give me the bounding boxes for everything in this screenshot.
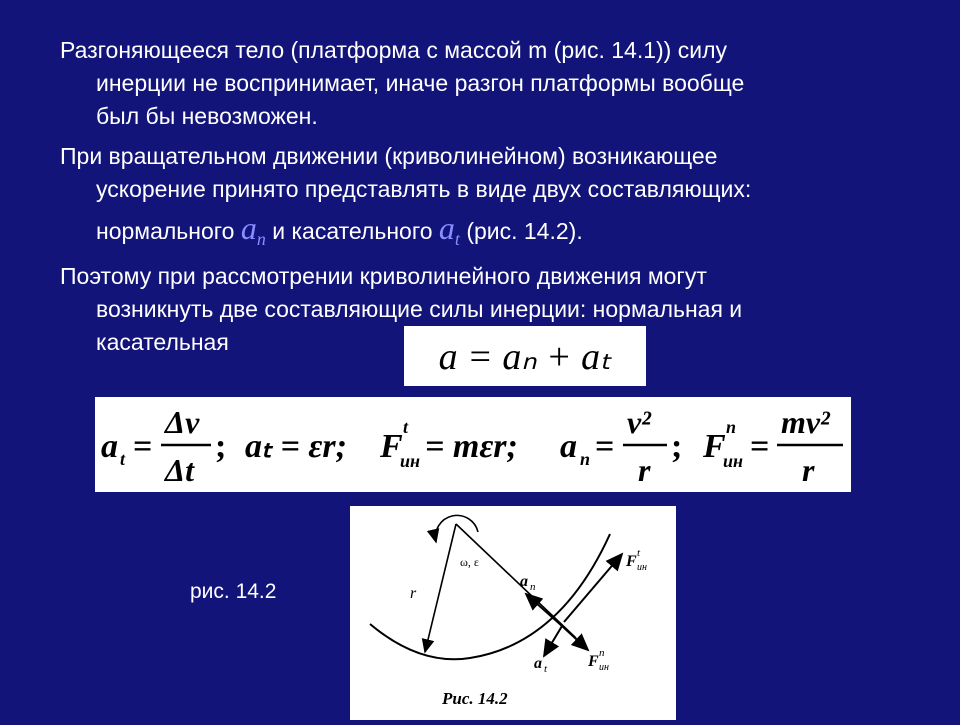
Ft-arrow: [564, 554, 622, 622]
label-at: a: [534, 655, 542, 672]
text-fragment: (рис. 14.2).: [466, 218, 583, 244]
svg-text:;: ;: [671, 428, 683, 465]
figure-14-2: [350, 506, 676, 720]
figure-caption: Рис. 14.2: [442, 689, 508, 708]
text-line: При вращательном движении (криволинейном) возникающее: [60, 143, 718, 169]
formula-at-epsilon: [245, 428, 347, 465]
svg-text:mv²: mv²: [781, 404, 830, 440]
center-to-point-line: [456, 524, 576, 638]
svg-text:t: t: [544, 663, 548, 675]
formula-acceleration-sum: [404, 326, 646, 386]
formulas-panel: [95, 397, 851, 492]
svg-text:r: r: [638, 452, 651, 488]
svg-text:aₜ = εr;: aₜ = εr;: [245, 428, 347, 465]
at-arrow: [544, 626, 562, 656]
formula-F-tangential: [379, 417, 518, 471]
svg-text:n: n: [530, 581, 536, 593]
svg-text:Δt: Δt: [165, 452, 194, 488]
text-line: был бы невозможен.: [96, 103, 318, 129]
svg-text:F: F: [380, 428, 403, 465]
radius-line: [425, 524, 456, 652]
text-line: Разгоняющееся тело (платформа с массой m (рис. 14.1)) силу: [60, 37, 727, 63]
label-Ft: F: [626, 553, 637, 570]
text-line: инерции не воспринимает, иначе разгон платформы вообще: [96, 70, 745, 96]
svg-text:t: t: [403, 417, 409, 437]
an-arrow: [526, 594, 562, 626]
svg-text:Δv: Δv: [165, 404, 200, 440]
svg-text:ин: ин: [599, 662, 609, 673]
text-line: ускорение принято представлять в виде двух составляющих:: [96, 176, 752, 202]
Fn-arrow: [562, 626, 588, 650]
figure-side-caption: рис. 14.2: [190, 580, 277, 603]
text-line-with-symbols: [60, 212, 880, 256]
paragraph-inertia-platform: [60, 34, 880, 133]
formula-F-normal: [702, 404, 843, 488]
svg-text:ин: ин: [723, 451, 744, 471]
svg-text:t: t: [120, 449, 126, 469]
svg-text:ин: ин: [400, 451, 421, 471]
svg-text:t: t: [637, 547, 641, 559]
text-line: возникнуть две составляющие силы инерции: нормальная и: [96, 296, 743, 322]
paragraph-rotational-motion: [60, 140, 880, 256]
svg-text:=: =: [133, 428, 153, 465]
svg-text:v²: v²: [627, 404, 651, 440]
formulas-svg: [95, 397, 851, 492]
label-an: a: [520, 573, 528, 590]
svg-text:=: =: [595, 428, 615, 465]
text-fragment: нормального: [96, 218, 235, 244]
svg-text:a: a: [560, 428, 577, 465]
label-r: r: [410, 585, 417, 602]
svg-text:=: =: [750, 428, 770, 465]
svg-text:;: ;: [215, 428, 227, 465]
symbol-a-n: $a_n$: [240, 210, 266, 249]
formula-text: a = aₙ + aₜ: [438, 335, 612, 378]
svg-text:a: a: [101, 428, 118, 465]
svg-text:F: F: [703, 428, 726, 465]
svg-text:r: r: [802, 452, 815, 488]
text-fragment: и касательного: [272, 218, 433, 244]
svg-text:n: n: [726, 417, 737, 437]
label-Fn: F: [588, 653, 599, 670]
svg-text:ин: ин: [637, 562, 647, 573]
label-omega-epsilon: ω, ε: [460, 555, 479, 569]
formula-an: [560, 404, 682, 488]
svg-text:n: n: [580, 449, 591, 469]
svg-text:n: n: [599, 647, 605, 659]
figure-diagram: [350, 506, 676, 720]
svg-text:= mεr;: = mεr;: [425, 428, 518, 465]
text-line: Поэтому при рассмотрении криволинейного движения могут: [60, 263, 707, 289]
text-line: касательная: [96, 329, 229, 355]
symbol-a-t: $a_t$: [438, 210, 460, 249]
trajectory-curve: [370, 534, 610, 659]
formula-at-delta: [101, 404, 226, 488]
